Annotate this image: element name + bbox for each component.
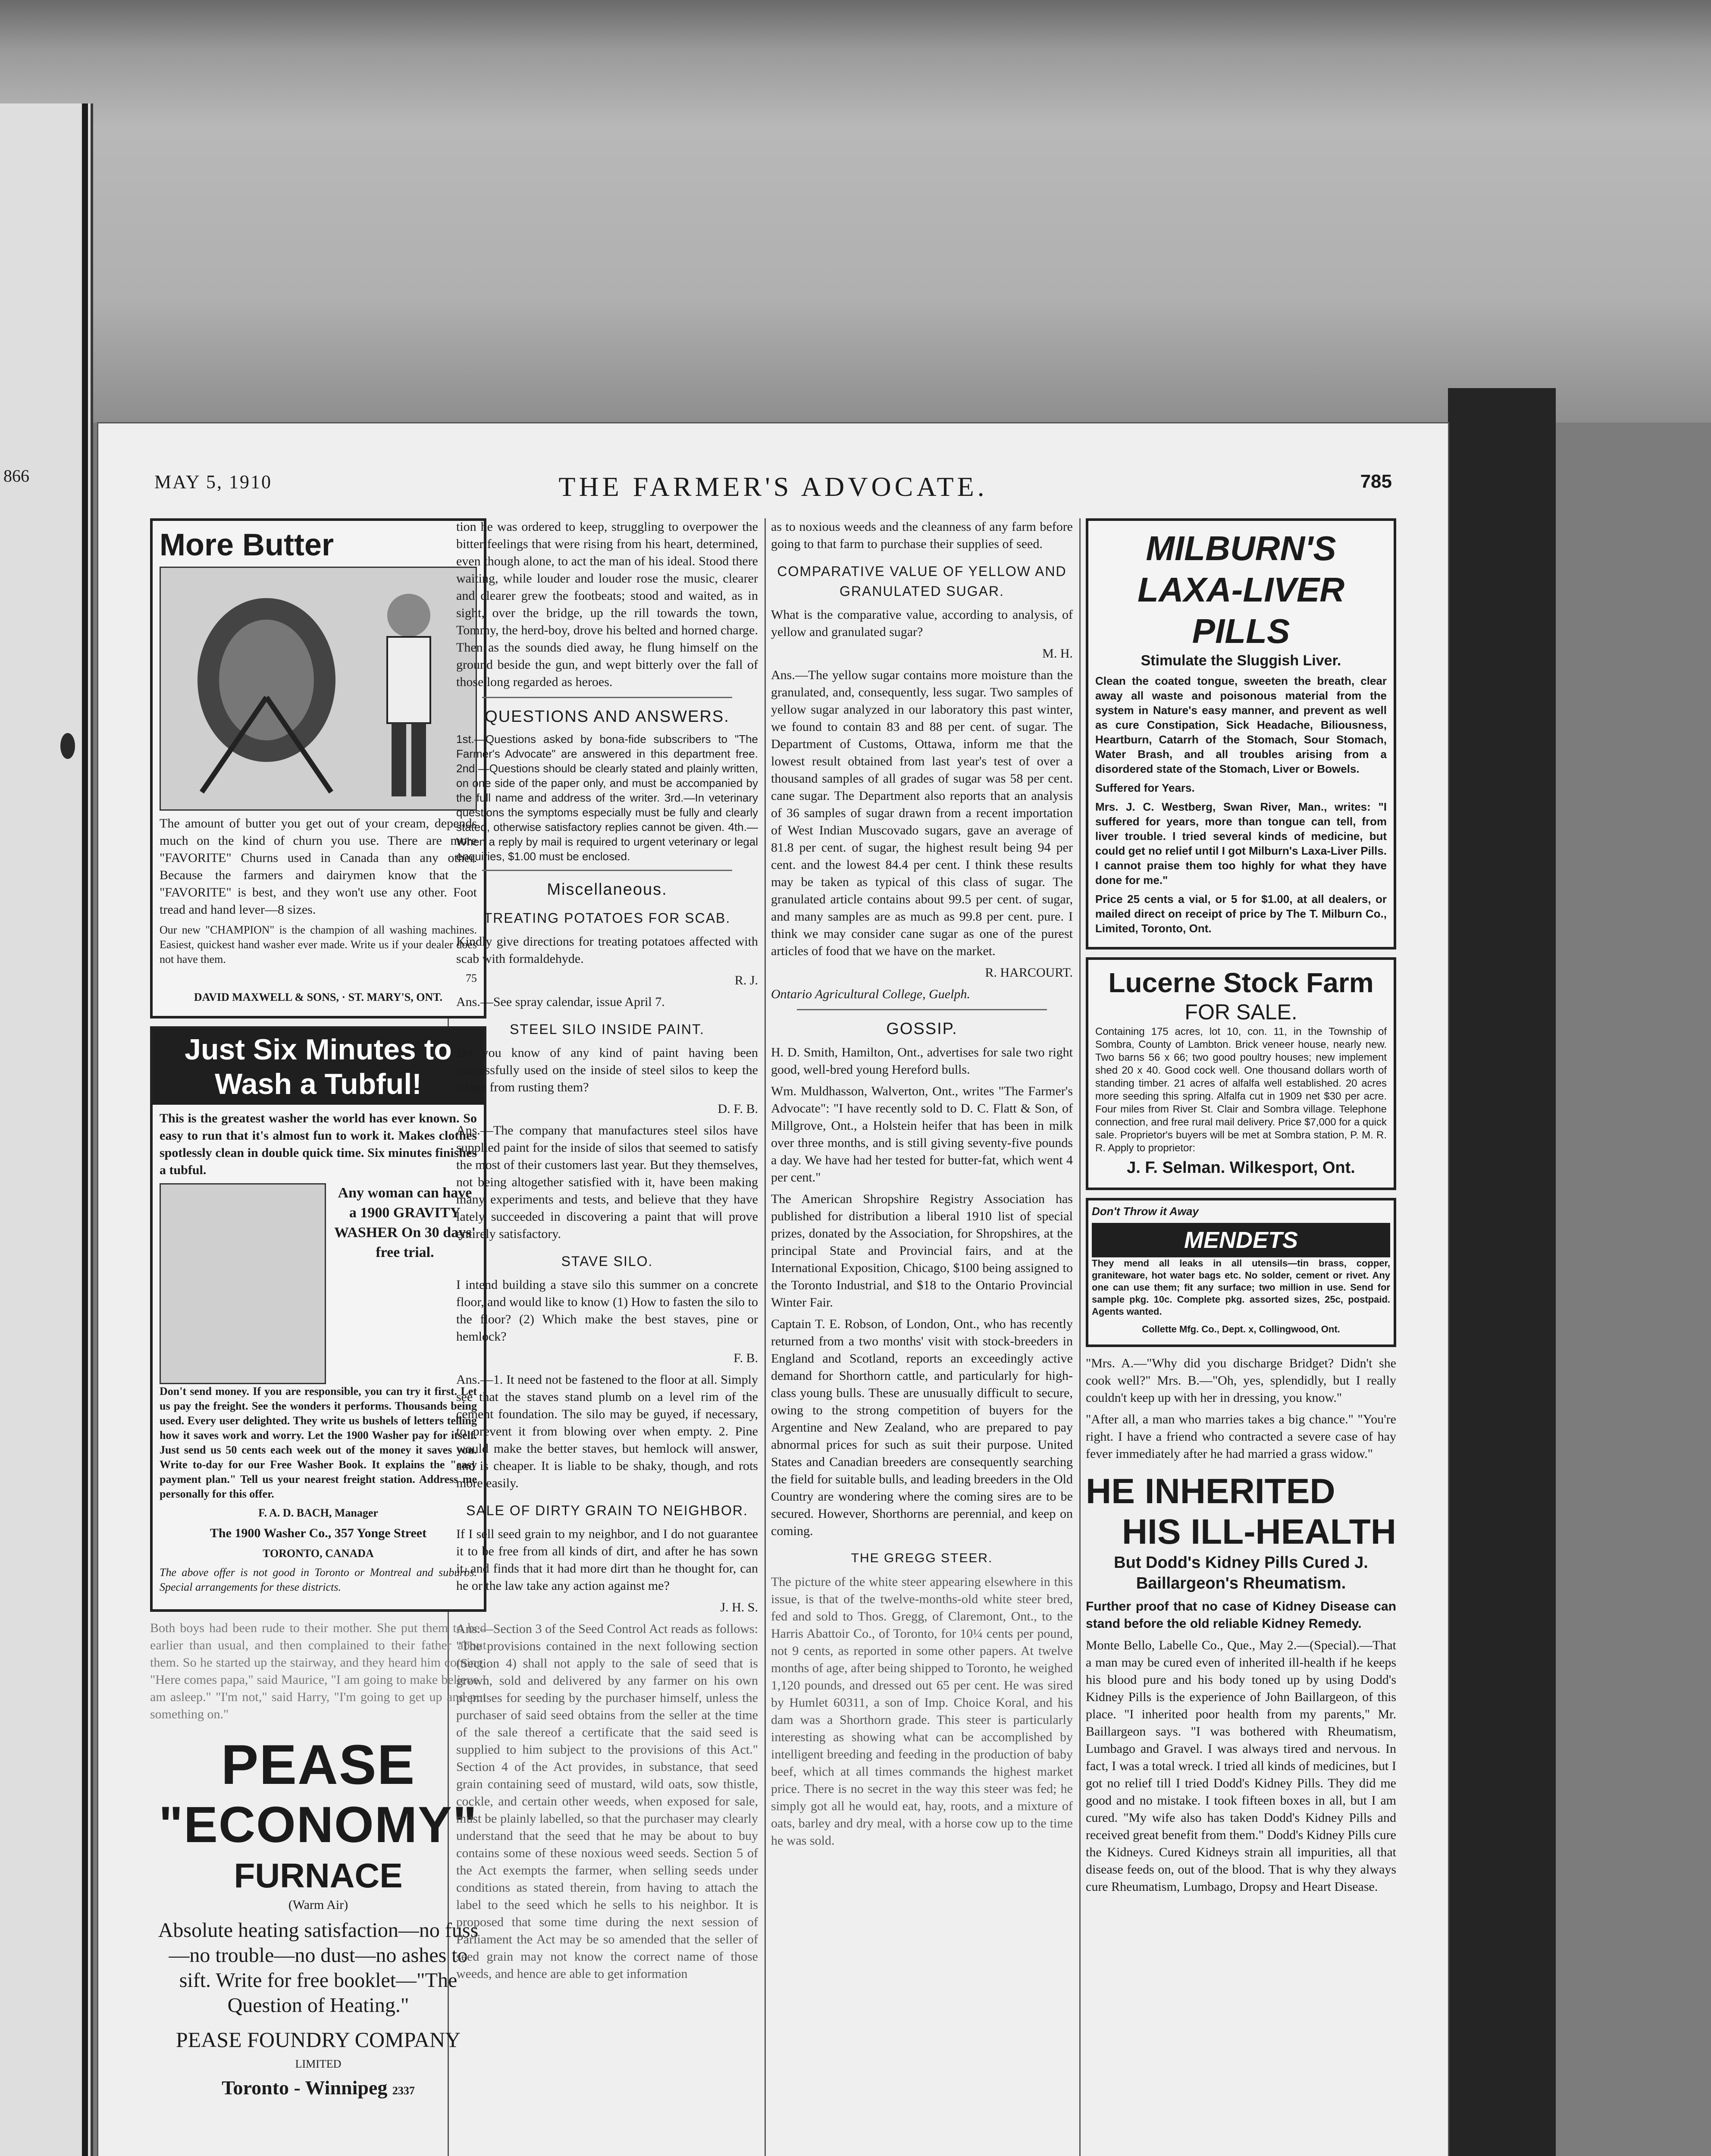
butter-ad-title: More Butter [160, 528, 334, 562]
milburn-suffered: Suffered for Years. [1095, 781, 1195, 794]
silo-paint-heading: STEEL SILO INSIDE PAINT. [510, 1022, 705, 1037]
dodds-h1: HE INHERITED [1086, 1472, 1335, 1511]
gossip-p2: Wm. Muldhasson, Walverton, Ont., writes "The Farmer's Advocate": "I have recently sold to D. C. Flatt & Son, of Millgrove, Ont., a Holstein heifer that has been in milk over three months, and is still giving seventy-five pounds a day. We have had her tested for butter-fat, which went 4 per cent." [771, 1084, 1073, 1185]
silo-paint-answer: Ans.—The company that manufactures steel silos have supplied paint for the inside of silos that seemed to satisfy the most of their customers last year. But they themselves, not being altogether satisfied with it, have been making many experiments and tests, and believe that they have lately succeeded in discovering a paint that will prove entirely satisfactory. [456, 1123, 758, 1241]
section-rule [482, 697, 732, 698]
pease-limited: LIMITED [295, 2058, 342, 2070]
stave-silo-heading: STAVE SILO. [561, 1253, 653, 1269]
grain-answer: Ans.—Section 3 of the Seed Control Act reads as follows: "The provisions contained in the next following section (Section 4) shall not apply to the sale of seed that is grown, sold and delivered by any farmer on his own premises for seeding by the purchaser himself, unless the purchaser of said seed obtains from the seller at the time of the sale thereof a certificate that the said seed is supplied to him subject to the provisions of this Act." Section 4 of the Act provides, in substance, that seed grain containing seed of mustard, wild oats, sow thistle, cockle, and certain other weeds, when exposed for sale, must be plainly labelled, so that the purchaser may clearly understand that the seed that he may be about to buy contains some of these noxious weed seeds. Section 5 of the Act exempts the farmer, when selling seeds under conditions as stated therein, from having to attach the label to the seed which he sells to his neighbor. It is proposed that some time during the next session of Parliament the Act may be so amended that the seller of seed grain may not know the correct name of those weeds, and hence are able to get information [456, 1622, 758, 1981]
column-questions [456, 518, 758, 1987]
gossip-p1: H. D. Smith, Hamilton, Ont., advertises for sale two right good, well-bred young Hereford bulls. [771, 1045, 1073, 1077]
gossip-heading: GOSSIP. [886, 1020, 958, 1038]
previous-page-edge [0, 103, 93, 2156]
dodds-body: Monte Bello, Labelle Co., Que., May 2.—(Special).—That a man may be cured even of inherited ill-health if he keeps his blood pure and his body toned up by using Dodd's Kidney Pills is the experience of John Baillargeon, of this place. "I inherited poor health from my parents," Mr. Baillargeon says. "I was bothered with Rheumatism, Lumbago and Gravel. I was always tired and nervous. In fact, I was a total wreck. I tried all kinds of medicines, but I got no relief till I tried Dodd's Kidney Pills. They did me good and no mistake. I took fifteen boxes in all, but I am cured. "My wife also has taken Dodd's Kidney Pills and received great benefit from them." Dodd's Kidney Pills cure the Kidneys. Cured Kidneys strain all impurities, all that disease feeds on, out of the blood. That is why they always cure Rheumatism, Lumbago, Dropsy and Heart Disease. [1086, 1638, 1396, 1894]
sugar-answer: Ans.—The yellow sugar contains more moisture than the granulated, and, consequently, less sugar. Two samples of yellow sugar analyzed in our laboratory this past winter, we found to contain 83 and 88 per cent. of sugar. The Department of Customs, Ottawa, inform me that the lowest result obtained from last year's test of over a thousand samples of all grades of sugar was 58 per cent. cane sugar. The Department also reports that an analysis of 36 samples of sugar drawn from a recent importation of West Indian Muscovado sugars, gave an average of 81.8 per cent. of sugar, the highest result being 94 per cent. and the lowest 84.4 per cent. I think these results may be taken as typical of this class of sugar. The granulated article contains about 99.5 per cent. of sugar, and many samples are as much as 99.8 per cent. pure. I think we may consider cane sugar as one of the purest articles of food that we have on the market. [771, 668, 1073, 958]
washer-company: The 1900 Washer Co., 357 Yonge Street [210, 1526, 427, 1540]
pease-code: 2337 [392, 2084, 415, 2097]
gossip-p3: The American Shropshire Registry Association has published for distribution a liberal 1910 list of special prizes, donated by the Association, for Shropshires, at the principal State and Provincial fairs, and at the International Exposition, Chicago, $100 being assigned to the Toronto Industrial, and $18 to the Ontario Provincial Winter Fair. [771, 1192, 1073, 1310]
page-number: 785 [1360, 471, 1392, 492]
lucerne-sub: FOR SALE. [1185, 1000, 1297, 1024]
mendets-name: MENDETS [1092, 1223, 1390, 1257]
section-rule [797, 1009, 1047, 1010]
washer-banner: Just Six Minutes to Wash a Tubful! [153, 1029, 484, 1105]
section-rule [482, 870, 732, 871]
milburn-tag: Stimulate the Sluggish Liver. [1141, 652, 1341, 669]
silo-paint-sig: D. F. B. [718, 1102, 758, 1116]
lucerne-owner: J. F. Selman. Wilkesport, Ont. [1127, 1159, 1355, 1177]
churn-illustration-icon [160, 567, 477, 811]
dodds-sub: But Dodd's Kidney Pills Cured J. Baillargeon's Rheumatism. [1114, 1554, 1368, 1592]
newspaper-page [98, 423, 1448, 2156]
sugar-question: What is the comparative value, according to analysis, of yellow and granulated sugar? [771, 608, 1073, 639]
qa-rules: 1st.—Questions asked by bona-fide subscribers to "The Farmer's Advocate" are answered in this department free. 2nd.—Questions should be clearly stated and plainly written, on one side of the paper only, and must be accompanied by the full name and address of the writer. 3rd.—In veterinary questions the symptoms especially must be fully and clearly stated, otherwise satisfactory replies cannot be given. 4th.—When a reply by mail is required to urgent veterinary or legal enquiries, $1.00 must be enclosed. [456, 733, 758, 863]
boys-story: Both boys had been rude to their mother. She put them to bed earlier than usual, and then complained to their father about them. So he started up the stairway, and they heard him coming. "Here comes papa," said Maurice, "I am going to make believe I am asleep." "I'm not," said Harry, "I'm going to get up and put something on." [150, 1621, 486, 1721]
milburn-title1: MILBURN'S [1146, 529, 1336, 567]
scan-margin-right [1448, 388, 1556, 2156]
washer-city: TORONTO, CANADA [263, 1547, 374, 1560]
butter-ad-footer: DAVID MAXWELL & SONS, · ST. MARY'S, ONT. [194, 991, 443, 1003]
mendets-ad [1086, 1198, 1396, 1347]
washer-offer: Any woman can have a 1900 GRAVITY WASHER On 30 days' free trial. [334, 1185, 476, 1260]
story-continued: tion he was ordered to keep, struggling to overpower the bitter feelings that were rising from his heart, determined, even though alone, to act the man of his ideal. Stood there waiting, while louder and louder rose the music, clearer and clearer grew the footbeats; stood and waited, as in sight, over the bridge, up the rill towards the town, Tommy, the herd-boy, drove his belted and horned charge. Then as the sounds died away, he flung himself on the ground beside the gun, and wept bitterly over the fall of those long regarded as heroes. [456, 520, 758, 689]
grain-sig: J. H. S. [720, 1600, 758, 1614]
sugar-heading: COMPARATIVE VALUE OF YELLOW AND GRANULATED SUGAR. [777, 564, 1067, 599]
pease-sub: (Warm Air) [288, 1898, 348, 1912]
gossip-p4: Captain T. E. Robson, of London, Ont., who has recently returned from a two months' visit with stock-breeders in England and Scotland, reports an exceedingly active demand for Shorthorn cattle, and particularly for high-class young bulls. These are unusually difficult to secure, owing to the strong competition of buyers for the Argentine and New Zealand, who are prepared to pay abnormal prices for such as suit their purpose. United States and Canadian breeders are consequently searching the field for suitable bulls, and leading breeders in the Old Country are wondering where the coming sires are to be secured. However, Shorthorns are perennial, and keep on coming. [771, 1317, 1073, 1538]
butter-ad-code: 75 [466, 972, 477, 984]
stave-silo-sig: F. B. [733, 1351, 758, 1365]
washer-ad [150, 1026, 486, 1612]
sugar-institution: Ontario Agricultural College, Guelph. [771, 987, 970, 1001]
pease-furnace-ad [150, 1727, 486, 2111]
misc-heading: Miscellaneous. [547, 881, 667, 899]
lucerne-title: Lucerne Stock Farm [1108, 967, 1374, 998]
potatoes-heading: TREATING POTATOES FOR SCAB. [483, 910, 731, 926]
pease-cities [157, 2076, 479, 2100]
mendets-firm: Collette Mfg. Co., Dept. x, Collingwood, Ont. [1142, 1324, 1340, 1335]
champion-text: Our new "CHAMPION" is the champion of all washing machines. Easiest, quickest hand washer ever made. Write us if your dealer does not have them. [160, 924, 477, 965]
column-ads-right [1086, 518, 1396, 1900]
joke-1: "Mrs. A.—"Why did you discharge Bridget? Didn't she cook well?" Mrs. B.—"Oh, yes, splendidly, but I really couldn't keep up with her in dressing, you know." [1086, 1356, 1396, 1405]
silo-paint-question: Do you know of any kind of paint having been successfully used on the inside of steel silos to keep the silage from rusting them? [456, 1046, 758, 1094]
mendets-body: They mend all leaks in all utensils—tin brass, copper, graniteware, hot water bags etc. No solder, cement or rivet. Any one can use them; fit any surface; two million in use. Send for sample pkg. 10c. Complete pkg. assorted sizes, 25c, postpaid. Agents wanted. [1092, 1258, 1390, 1317]
washer-body: This is the greatest washer the world has ever known. So easy to run that it's almost fun to work it. Makes clothes spotlessly clean in double quick time. Six minutes finishes a tubful. [160, 1111, 477, 1177]
pease-body: Absolute heating satisfaction—no fuss—no trouble—no dust—no ashes to sift. Write for free booklet—"The Question of Heating." [158, 1919, 479, 2017]
pease-cities-text: Toronto - Winnipeg [222, 2077, 388, 2099]
grain-continued: as to noxious weeds and the cleanness of any farm before going to that farm to purchase their supplies of seed. [771, 520, 1073, 551]
grain-question: If I sell seed grain to my neighbor, and I do not guarantee it to be free from all kinds of dirt, and after he has sown it, and finds that it had more dirt than he thought for, can he or the law take any action against me? [456, 1527, 758, 1593]
column-ads-left [150, 518, 486, 2119]
steer-body: The picture of the white steer appearing elsewhere in this issue, is that of the twelve-months-old white steer bred, fed and sold to Thos. Gregg, of Claremont, Ont., to the Harris Abattoir Co., of Toronto, for 10¼ cents per pound, not 9 cents, as reported in some other papers. At twelve months of age, after being shipped to Toronto, he weighed 1,120 pounds, and dressed out 65 per cent. He was sired by Humlet 60311, a son of Imp. Choice Koral, and his dam was a Shorthorn grade. This steer is particularly interesting as showing what can be accomplished by intelligent breeding and feeding in the production of baby beef, which at all times commands the highest market price. There is no secret in the way this steer was fed; he simply got all he would eat, hay, roots, and a mixture of oats, barley and dry meal, with a horse cow up to the time he was sold. [771, 1575, 1073, 1848]
pease-company: PEASE FOUNDRY COMPANY [175, 2028, 461, 2052]
dodds-ad [1086, 1471, 1396, 1896]
milburn-title3: PILLS [1192, 612, 1290, 650]
butter-ad-body: The amount of butter you get out of your cream, depends much on the kind of churn you use. There are more "FAVORITE" Churns used in Canada than any other. Because the farmers and dairymen know that the "FAVORITE" is best, and they won't use any other. Foot tread and hand lever—8 sizes. [160, 816, 477, 917]
lucerne-body: Containing 175 acres, lot 10, con. 11, in the Township of Sombra, County of Lambton. Brick veneer house, nearly new. Two barns 56 x 66; two good poultry houses; new implement shed 20 x 40. Good cock well. One thousand dollars worth of standing timber. 21 acres of alfalfa well established. 20 acres more seeding this spring. Alfalfa cut in 1909 net $30 per acre. Four miles from River St. Clair and Sombra village. Telephone connection, and free rural mail delivery. Price $7,000 for a quick sale. Proprietor's buyers will be met at Sombra station, P. M. R. R. Apply to proprietor: [1095, 1026, 1387, 1154]
qa-heading: QUESTIONS AND ANSWERS. [485, 708, 730, 726]
joke-2: "After all, a man who marries takes a big chance." "You're right. I have a friend who contracted a severe case of hay fever immediately after he had married a grass widow." [1086, 1412, 1396, 1461]
stave-silo-answer: Ans.—1. It need not be fastened to the floor at all. Simply see that the staves stand plumb on a level rim of the cement foundation. The silo may be guyed, if necessary, to prevent it from blowing over when empty. 2. Pine would make the better staves, but hemlock will answer, and is cheaper. It is liable to be shaky, though, and rots more easily. [456, 1373, 758, 1490]
binder-hole-icon [60, 733, 75, 759]
washer-money-text: Don't send money. If you are responsible, you can try it first. Let us pay the freight. See the wonders it performs. Thousands being used. Every user delighted. They write us bushels of letters telling how it saves work and worry. Let the 1900 Washer pay for itself. Just send us 50 cents each week out of the money it saves you. Write to-day for our Free Washer Book. It explains the "easy payment plan." Tell us your nearest freight station. Address me personally for this offer. [160, 1385, 477, 1500]
pease-line2: "ECONOMY" [159, 1796, 478, 1853]
potatoes-sig: R. J. [734, 973, 758, 987]
dodds-h2: HIS ILL-HEALTH [1122, 1512, 1396, 1551]
potatoes-question: Kindly give directions for treating potatoes affected with scab with formaldehyde. [456, 934, 758, 966]
issue-date: MAY 5, 1910 [154, 471, 273, 492]
grain-heading: SALE OF DIRTY GRAIN TO NEIGHBOR. [466, 1503, 748, 1518]
butter-churn-ad [150, 518, 486, 1018]
scanner-background [0, 0, 1711, 423]
steer-heading: THE GREGG STEER. [851, 1551, 993, 1565]
milburn-price: Price 25 cents a vial, or 5 for $1.00, at all dealers, or mailed direct on receipt of price by The T. Milburn Co., Limited, Toronto, Ont. [1095, 893, 1387, 935]
sugar-sig2: R. HARCOURT. [985, 965, 1073, 980]
washer-manager: F. A. D. BACH, Manager [258, 1507, 378, 1519]
dodds-lead: Further proof that no case of Kidney Disease can stand before the old reliable Kidney Remedy. [1086, 1599, 1396, 1631]
masthead-title: THE FARMER'S ADVOCATE. [558, 471, 988, 502]
milburn-testimonial: Mrs. J. C. Westberg, Swan River, Man., writes: "I suffered for years, more than tongue can tell, from liver trouble. I tried several kinds of medicine, but could get no relief until I got Milburn's Laxa-Liver Pills. I cannot praise them too highly for what they have done for me." [1095, 800, 1387, 887]
lucerne-ad [1086, 957, 1396, 1190]
pease-line1: PEASE [221, 1733, 416, 1796]
stave-silo-question: I intend building a stave silo this summer on a concrete floor, and would like to know (1) How to fasten the silo to the floor? (2) Which make the best staves, pine or hemlock? [456, 1278, 758, 1344]
washer-illustration-icon [160, 1183, 326, 1384]
potatoes-answer: Ans.—See spray calendar, issue April 7. [456, 995, 665, 1009]
mendets-throw: Don't Throw it Away [1092, 1205, 1199, 1218]
column-rule [1079, 518, 1081, 2156]
column-gossip [771, 518, 1073, 1854]
previous-page-number: 866 [3, 466, 29, 486]
washer-note: The above offer is not good in Toronto or Montreal and suburbs. Special arrangements for these districts. [160, 1566, 477, 1593]
sugar-sig: M. H. [1042, 646, 1073, 661]
milburn-body: Clean the coated tongue, sweeten the breath, clear away all waste and poisonous material from the system in Nature's easy manner, and prevent as well as cure Constipation, Sick Headache, Biliousness, Heartburn, Catarrh of the Stomach, Sour Stomach, Water Brash, and all troubles arising from a disordered state of the Stomach, Liver or Bowels. [1095, 674, 1387, 775]
column-rule [765, 518, 766, 2156]
page-divider [82, 103, 88, 2156]
pease-line3: FURNACE [234, 1856, 403, 1895]
milburn-ad [1086, 518, 1396, 950]
milburn-title2: LAXA-LIVER [1138, 570, 1344, 609]
